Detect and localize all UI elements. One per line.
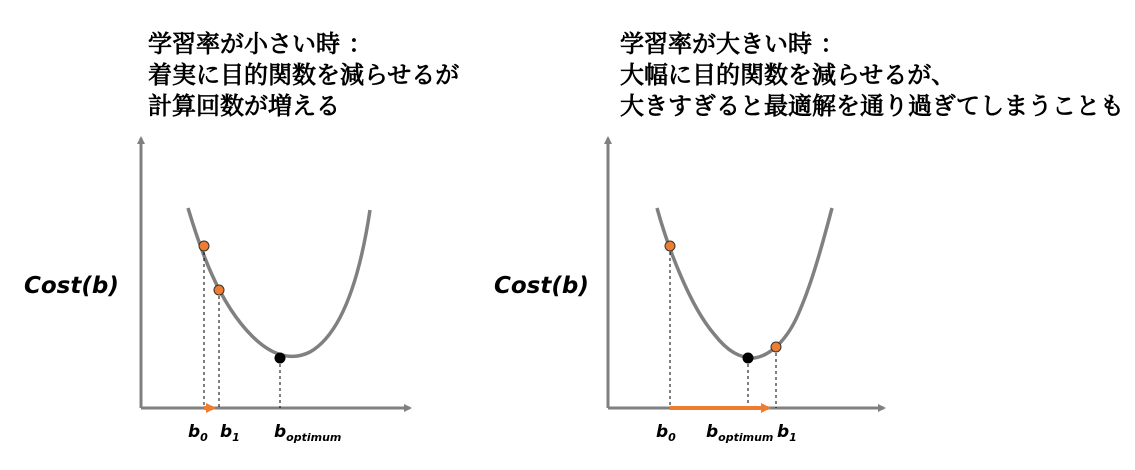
right-point-optimum	[743, 353, 754, 364]
left-title-line-1: 学習率が小さい時 ：	[148, 30, 373, 58]
right-title-line-3: 大きすぎると最適解を通り過ぎてしまうことも	[620, 92, 1124, 120]
right-x-label-bopt: $b_{optimum}$	[706, 422, 774, 444]
right-point-b0	[665, 241, 675, 251]
left-point-optimum	[275, 353, 286, 364]
left-x-label-b1: $b_1$	[220, 422, 240, 444]
right-x-label-b1: $b_1$	[777, 422, 797, 444]
right-point-b1	[771, 342, 781, 352]
left-x-label-bopt: $b_{optimum}$	[274, 422, 342, 444]
left-panel	[24, 138, 410, 444]
right-panel	[494, 138, 884, 444]
right-x-label-b0: $b_0$	[656, 422, 676, 444]
left-point-b0	[199, 241, 209, 251]
right-cost-curve	[657, 208, 832, 358]
left-x-label-b0: $b_0$	[188, 422, 208, 444]
left-point-b1	[214, 285, 224, 295]
right-title-line-1: 学習率が大きい時 ：	[620, 30, 845, 58]
right-title-line-2: 大幅に目的関数を減らせるが、	[620, 61, 956, 89]
left-y-label: Cost(b)	[24, 273, 119, 299]
left-cost-curve	[188, 208, 370, 356]
left-title-line-3: 計算回数が増える	[148, 92, 340, 120]
left-title-line-2: 着実に目的関数を減らせるが	[148, 61, 460, 89]
right-y-label: Cost(b)	[494, 273, 589, 299]
